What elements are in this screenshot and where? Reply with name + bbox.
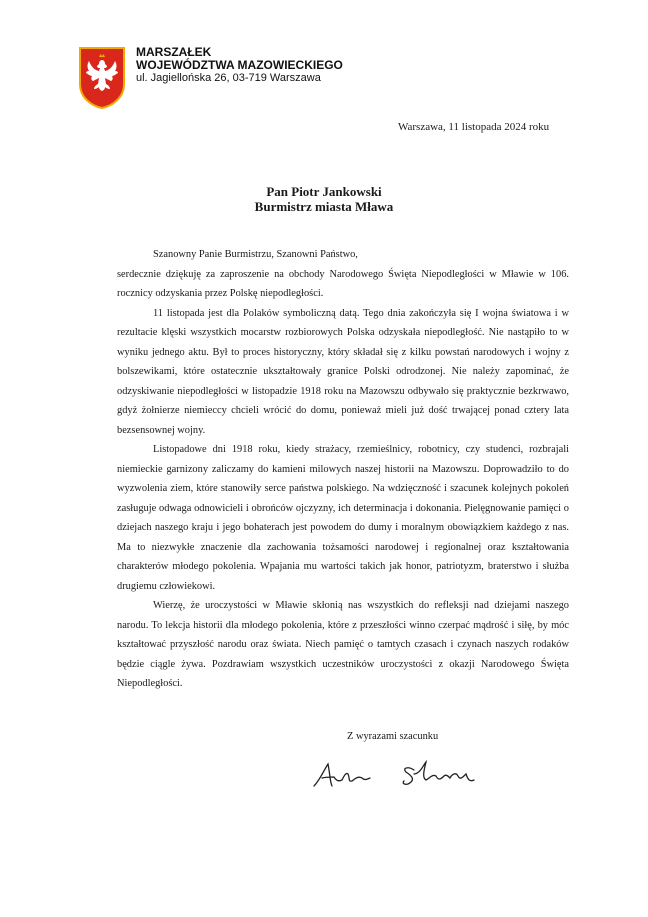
paragraph: Wierzę, że uroczystości w Mławie skłonią nas wszystkich do refleksji nad dziejami naszego narodu. To lekcja historii dla młodego pokolenia, które z przeszłości winno czerpać mądrość i siłę, by móc kształtować przyszłość narodu oraz świata. Niech pamięć o tamtych czasach i czynach naszych rodaków będzie ciągle żywa. Pozdrawiam wszystkich uczestników uroczystości z okazji Narodowego Święta Niepodległości. — [117, 600, 569, 689]
paragraph: 11 listopada jest dla Polaków symboliczną datą. Tego dnia zakończyła się I wojna światowa i w rezultacie klęski wszystkich mocarstw rozbiorowych Polska odzyskała niepodległość. Nie nastąpiło to w wyniku jednego aktu. Był to proces historyczny, który składał się z kilku powstań narodowych i wojny z bolszewikami, które ostatecznie ukształtowały granice Polski odrodzonej. Nie należy zapominać, że odzyskiwanie niepodległości w listopadzie 1918 roku na Mazowszu odbywało się praktycznie bezkrwawo, gdyż żołnierze niemieccy chcieli wrócić do domu, ponieważ mieli już dość trwającej ponad cztery lata bezsensownej wojny. — [117, 307, 569, 436]
recipient — [0, 184, 648, 214]
letter-date: Warszawa, 11 listopada 2024 roku — [398, 121, 550, 133]
letter-body — [117, 245, 569, 694]
letterhead-name-line2: WOJEWÓDZTWA MAZOWIECKIEGO — [136, 58, 343, 72]
letterhead-name-line1: MARSZAŁEK — [136, 45, 212, 59]
letterhead — [78, 46, 343, 110]
paragraph: serdecznie dziękuję za zaproszenie na obchody Narodowego Święta Niepodległości w Mławie w 106. rocznicy odzyskania przez Polskę niepodległości. — [117, 268, 569, 299]
closing: Z wyrazami szacunku — [347, 731, 439, 742]
recipient-name: Pan Piotr Jankowski — [266, 184, 382, 199]
white-eagle-crest-icon — [78, 46, 126, 110]
greeting: Szanowny Panie Burmistrzu, Szanowni Państwo, — [153, 249, 358, 260]
recipient-title: Burmistrz miasta Mława — [254, 199, 394, 214]
handwritten-signature — [310, 750, 490, 794]
letterhead-address: ul. Jagiellońska 26, 03-719 Warszawa — [136, 72, 321, 84]
paragraph: Listopadowe dni 1918 roku, kiedy strażacy, rzemieślnicy, robotnicy, czy studenci, rozbrajali niemieckie garnizony zaliczamy do kamieni milowych naszej historii na Mazowszu. Doprowadziło to do wyzwolenia ziem, które stanowiły serce państwa polskiego. Na wdzięczność i szacunek kolejnych pokoleń zasługuje odwaga odnowicieli i obrońców ojczyzny, ich determinacja i dokonania. Pielęgnowanie pamięci o dziejach naszego kraju i jego bohaterach jest powodem do dumy i moralnym obowiązkiem każdego z nas. Ma to niezwykłe znaczenie dla zachowania tożsamości narodowej i regionalnej oraz kształtowania charakterów młodego pokolenia. Wpajania mu wartości takich jak honor, patriotyzm, braterstwo i służba drugiemu człowiekowi. — [117, 444, 569, 592]
